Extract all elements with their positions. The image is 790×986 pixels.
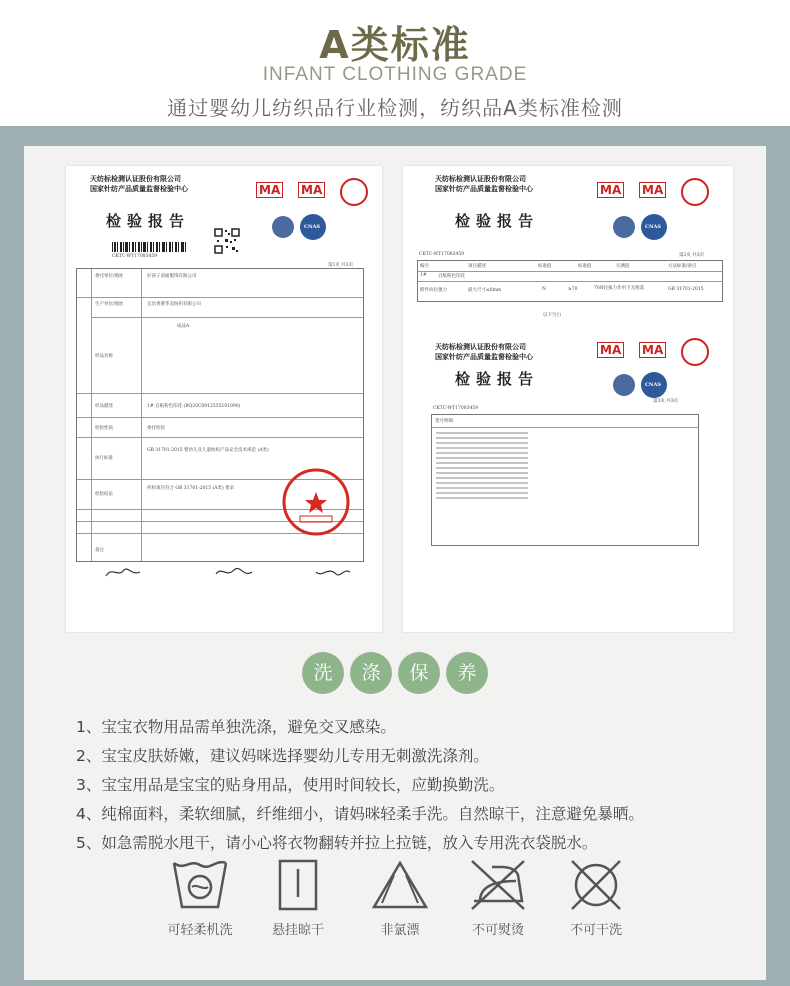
inspection-report-pages-2-3: 天纺标检测认证股份有限公司 国家针纺产品质量监督检验中心 检验报告 MA MA CNAS CKTC-WT17083459 第2页 共3页 编号 项目描述 标准值 标准值 实测值 方法标准/条目 1# 自纸粉色印花 附件抗拉强力 最大尺寸≤6mm N ≥70 70N拉拔力作用下无脱落 GB 31701-2015 以下空白 天纺标检测认证股份有限公司 国家针纺产品质量监督检验中心 检验报告 MA MA CNAS CKTC-WT17083459 第3页 共3页 货号明细	[403, 166, 733, 632]
report-table: 委托单位/地址 好孩子南通服饰有限公司 生产单位/地址 宜昌香港华美纺织有限公司 样品名称 成品A 样品描述 1# 自纸粉色印花 (BQ20C0912555101090) 检验性质 委托检验 执行标准 GB 31701-2015 婴幼儿及儿童纺织产品安全技术规范 (A类) 检验结论 所检项目符合 GB 31701-2015 (A类) 要求 备注	[76, 268, 364, 562]
qr-code	[214, 228, 240, 254]
cma-logo: MA	[298, 182, 325, 198]
ilac-logo	[272, 216, 294, 238]
care-tip: 3、宝宝用品是宝宝的贴身用品，使用时间较长，应勤换勤洗。	[76, 776, 505, 794]
report-org-line2: 国家针纺产品质量监督检验中心	[90, 184, 188, 193]
care-icon-item	[160, 857, 240, 947]
wash-char-4: 养	[446, 652, 488, 694]
wash-care-heading	[0, 652, 790, 696]
result-table: 编号 项目描述 标准值 标准值 实测值 方法标准/条目 1# 自纸粉色印花 附件抗拉强力 最大尺寸≤6mm N ≥70 70N拉拔力作用下无脱落 GB 31701-2015	[417, 260, 723, 302]
care-icon-item	[458, 857, 538, 947]
hang-dry-icon	[266, 857, 330, 913]
page-indicator: 第1页 共3页	[328, 263, 354, 268]
no-iron-icon	[466, 857, 530, 913]
gentle-machine-wash-icon	[168, 857, 232, 913]
care-icon-item	[258, 857, 338, 947]
no-dry-clean-icon	[564, 857, 628, 913]
wash-char-2: 涤	[350, 652, 392, 694]
care-icon-label: 可轻柔机洗	[167, 923, 233, 938]
sample-list-lines	[436, 431, 532, 503]
report-number: CKTC-WT17083459	[112, 254, 158, 259]
care-icon-item	[360, 857, 440, 947]
inspection-report-page-1: 天纺标检测认证股份有限公司 国家针纺产品质量监督检验中心 检验报告 MA MA CNAS CKTC-WT17083459 第1页 共3页 委托单位/地址 好孩子南通服饰有限公司 生产单位/地址 宜昌香港华美纺织有限公司 样品名称 成品A 样品描述 1# 自纸粉色印花 (BQ20C0912555101090) 检验性质 委托检验 执行标准 GB 31701-2015 婴幼儿及儿童纺织产品安全技术规范 (A类) 检验结论 所检项目符合 GB 31701-2015 (A类) 要求 备注	[66, 166, 382, 632]
cma-logo: MA	[256, 182, 283, 198]
care-icon-item	[556, 857, 636, 947]
care-icon-label: 非氯漂	[380, 923, 420, 938]
wash-char-3: 保	[398, 652, 440, 694]
care-icon-label: 不可干洗	[569, 923, 622, 938]
care-tip: 2、宝宝皮肤娇嫩，建议妈咪选择婴幼儿专用无刺激洗涤剂。	[76, 747, 489, 765]
barcode	[112, 242, 188, 252]
care-tip: 4、纯棉面料，柔软细腻，纤维细小，请妈咪轻柔手洗。自然晾干，注意避免暴晒。	[76, 805, 644, 823]
care-tip: 1、宝宝衣物用品需单独洗涤，避免交叉感染。	[76, 718, 396, 736]
care-icon-label: 不可熨烫	[471, 923, 524, 938]
official-red-seal	[280, 466, 352, 538]
care-icon-label: 悬挂晾干	[271, 923, 324, 938]
cal-logo	[340, 178, 368, 206]
care-tips-list	[76, 713, 756, 858]
no-bleach-icon	[368, 857, 432, 913]
signatures	[96, 562, 356, 582]
care-tip: 5、如急需脱水甩干，请小心将衣物翻转并拉上拉链，放入专用洗衣袋脱水。	[76, 834, 598, 852]
page-subtitle-english: INFANT CLOTHING GRADE	[262, 64, 528, 85]
page-title: A类标准	[319, 23, 471, 67]
page-header	[0, 0, 790, 126]
page-subtitle-chinese: 通过婴幼儿纺织品行业检测，纺织品A类标准检测	[167, 96, 623, 120]
wash-char-1: 洗	[302, 652, 344, 694]
report-title: 检验报告	[106, 212, 191, 230]
sample-detail-table: 货号明细	[431, 414, 699, 546]
report-org-line1: 天纺标检测认证股份有限公司	[90, 174, 181, 183]
